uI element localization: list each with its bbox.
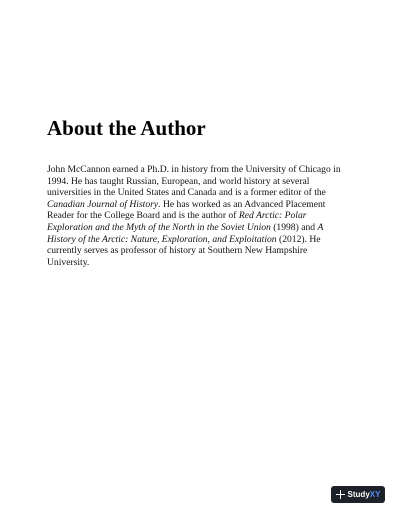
bio-italic-title: Exploration and the Myth of the North in the Soviet Union xyxy=(47,221,271,233)
plus-icon xyxy=(336,490,345,499)
bio-line xyxy=(47,245,357,257)
bio-italic-title: History of the Arctic: Nature, Exploration, and Exploitation xyxy=(47,233,277,245)
bio-text: universities in the United States and Canada and is a former editor of the xyxy=(47,187,326,199)
bio-text: Reader for the College Board and is the author of xyxy=(47,210,239,222)
bio-line xyxy=(47,164,357,176)
brand-name: Study xyxy=(347,489,370,499)
bio-text: (2012). He xyxy=(276,233,321,245)
bio-text: John McCannon earned a Ph.D. in history from the University of Chicago in xyxy=(47,164,341,175)
bio-line xyxy=(47,257,357,269)
bio-text: (1998) and xyxy=(270,221,318,233)
bio-italic-title: A xyxy=(317,221,324,233)
bio-line xyxy=(47,199,357,211)
bio-line xyxy=(47,210,357,222)
bio-italic-title: Canadian Journal of History xyxy=(47,198,159,210)
author-bio xyxy=(47,164,357,268)
bio-text: currently serves as professor of history at Southern New Hampshire xyxy=(47,245,308,257)
bio-line xyxy=(47,176,357,188)
bio-text: 1994. He has taught Russian, European, and world history at several xyxy=(47,175,310,187)
bio-line xyxy=(47,187,357,199)
bio-italic-title: Red Arctic: Polar xyxy=(238,210,307,222)
bio-line xyxy=(47,222,357,234)
bio-text: . He has worked as an Advanced Placement xyxy=(158,198,326,210)
studyxy-badge[interactable] xyxy=(331,486,385,503)
page-title: About the Author xyxy=(47,116,206,140)
brand-logo xyxy=(348,490,381,500)
brand-accent: XY xyxy=(369,489,381,499)
bio-text: University. xyxy=(47,256,90,268)
bio-line xyxy=(47,234,357,246)
